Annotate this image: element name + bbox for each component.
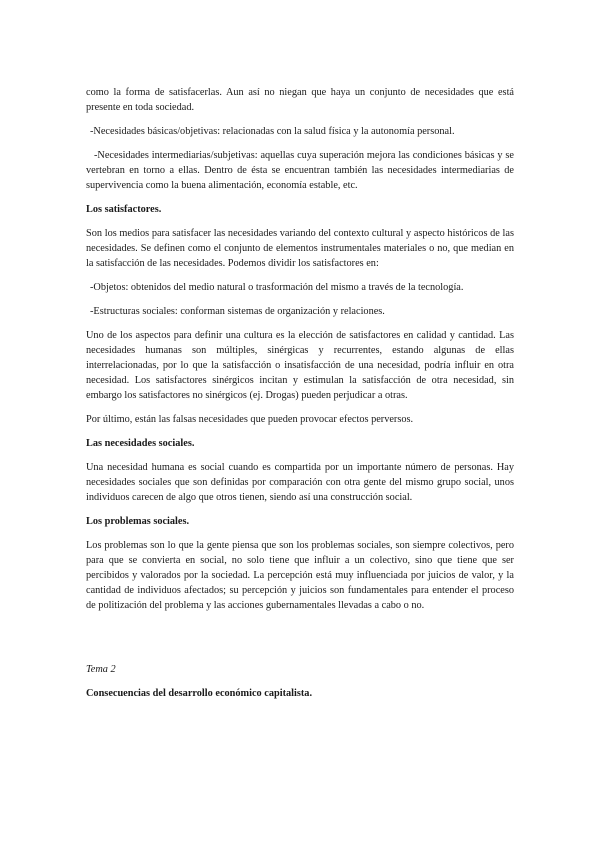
paragraph-estructuras-sociales: -Estructuras sociales: conforman sistemas de organización y relaciones. <box>90 306 385 317</box>
paragraph-cultura: Uno de los aspectos para definir una cultura es la elección de satisfactores en calidad y cantidad. Las necesidades humanas son múltiples, sinérgicas y recurrentes, estando algunas de ellas interrelacionadas, por lo que la satisfacción o insatisfacción de una necesidad, podría influir en otra necesidad. Los satisfactores sinérgicos incitan y estimulan la satisfacción de otra necesidad, sin embargo los satisfactores no sinérgicos (ej. Drogas) pueden perjudicar a otras. <box>86 330 514 401</box>
document-body <box>86 85 514 710</box>
paragraph-falsas-necesidades: Por último, están las falsas necesidades que pueden provocar efectos perversos. <box>86 414 414 425</box>
heading-problemas-sociales: Los problemas sociales. <box>86 516 190 527</box>
heading-consecuencias: Consecuencias del desarrollo económico capitalista. <box>86 688 313 699</box>
heading-necesidades-sociales: Las necesidades sociales. <box>86 438 195 449</box>
topic-label: Tema 2 <box>86 664 116 675</box>
paragraph-necesidades-intermedias: -Necesidades intermediarias/subjetivas: aquellas cuya superación mejora las condiciones básicas y se vertebran en torno a ellas. Dentro de ésta se encuentran también las necesidades intermediarias de supervivencia como la buena alimentación, economía estable, etc. <box>86 150 514 191</box>
paragraph-intro: como la forma de satisfacerlas. Aun así no niegan que haya un conjunto de necesidades que está presente en toda sociedad. <box>86 87 514 113</box>
heading-satisfactores: Los satisfactores. <box>86 204 162 215</box>
paragraph-problemas-sociales: Los problemas son lo que la gente piensa que son los problemas sociales, son siempre colectivos, pero para que se convierta en social, no solo tiene que influir a un colectivo, sino que tiene que ser percibidos y valorados por la sociedad. La percepción está muy influenciada por juicios de valor, y la cantidad de individuos afectados; su percepción y juicios son fundamentales para entender el proceso de politización del problema y las acciones gubernamentales llevadas a cabo o no. <box>86 540 514 611</box>
paragraph-satisfactores: Son los medios para satisfacer las necesidades variando del contexto cultural y aspecto históricos de las necesidades. Se definen como el conjunto de elementos instrumentales materiales o no, que median en la satisfacción de las necesidades. Podemos dividir los satisfactores en: <box>86 228 514 269</box>
paragraph-necesidades-basicas: -Necesidades básicas/objetivas: relacionadas con la salud física y la autonomía personal. <box>90 126 455 137</box>
paragraph-necesidades-sociales: Una necesidad humana es social cuando es compartida por un importante número de personas. Hay necesidades sociales que son definidas por comparación con otra gente del mismo grupo social, unos individuos carecen de algo que otros tienen, siendo así una construcción social. <box>86 462 514 503</box>
paragraph-objetos: -Objetos: obtenidos del medio natural o trasformación del mismo a través de la tecnología. <box>90 282 464 293</box>
